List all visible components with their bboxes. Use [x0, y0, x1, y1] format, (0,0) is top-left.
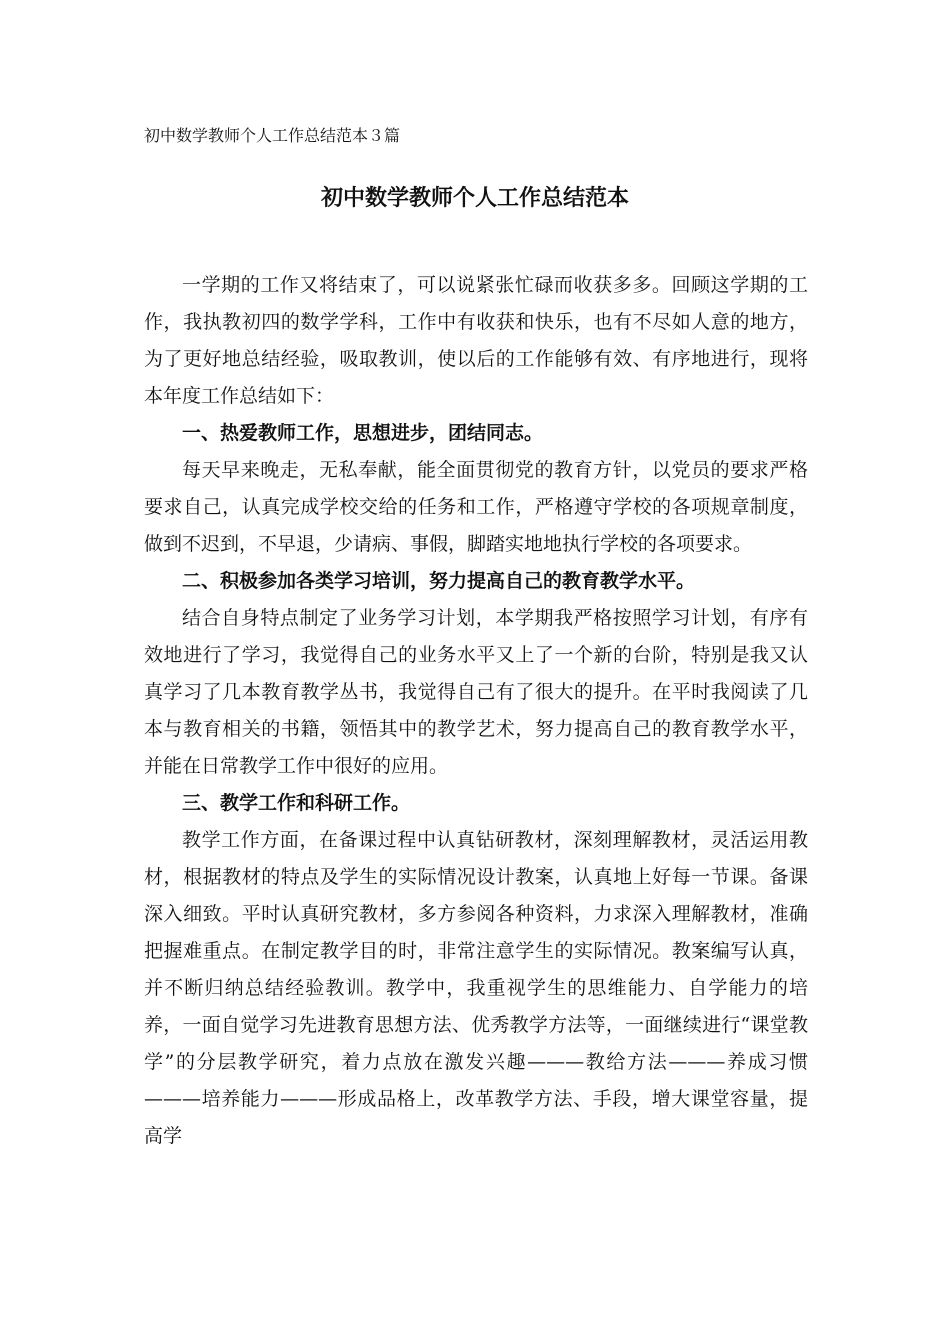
document-header: 初中数学教师个人工作总结范本３篇: [144, 126, 401, 145]
section-heading-1: 一、热爱教师工作，思想进步，团结同志。: [182, 422, 544, 444]
section-heading-2: 二、积极参加各类学习培训，努力提高自己的教育教学水平。: [182, 570, 696, 592]
section-paragraph-3: 教学工作方面，在备课过程中认真钻研教材，深刻理解教材，灵活运用教材，根据教材的特点及学生的实际情况设计教案，认真地上好每一节课。备课深入细致。平时认真研究教材，多方参阅各种资料，力求深入理解教材，准确把握难重点。在制定教学目的时，非常注意学生的实际情况。教案编写认真，并不断归纳总结经验教训。教学中，我重视学生的思维能力、自学能力的培养，一面自觉学习先进教育思想方法、优秀教学方法等，一面继续进行“课堂教学”的分层教学研究，着力点放在激发兴趣———教给方法———养成习惯———培养能力———形成品格上，改革教学方法、手段，增大课堂容量，提高学: [144, 829, 808, 1147]
intro-paragraph: 一学期的工作又将结束了，可以说紧张忙碌而收获多多。回顾这学期的工作，我执教初四的数学学科，工作中有收获和快乐，也有不尽如人意的地方，为了更好地总结经验，吸取教训，使以后的工作能够有效、有序地进行，现将本年度工作总结如下：: [144, 274, 808, 407]
document-title: 初中数学教师个人工作总结范本: [320, 186, 629, 211]
section-paragraph-2: 结合自身特点制定了业务学习计划，本学期我严格按照学习计划，有序有效地进行了学习，我觉得自己的业务水平又上了一个新的台阶，特别是我又认真学习了几本教育教学丛书，我觉得自己有了很大的提升。在平时我阅读了几本与教育相关的书籍，领悟其中的教学艺术，努力提高自己的教育教学水平，并能在日常教学工作中很好的应用。: [144, 607, 808, 777]
document-body: [144, 267, 808, 1155]
section-paragraph-1: 每天早来晚走，无私奉献，能全面贯彻党的教育方针，以党员的要求严格要求自己，认真完成学校交给的任务和工作，严格遵守学校的各项规章制度，做到不迟到，不早退，少请病、事假，脚踏实地地执行学校的各项要求。: [144, 459, 808, 555]
section-heading-3: 三、教学工作和科研工作。: [182, 792, 411, 814]
